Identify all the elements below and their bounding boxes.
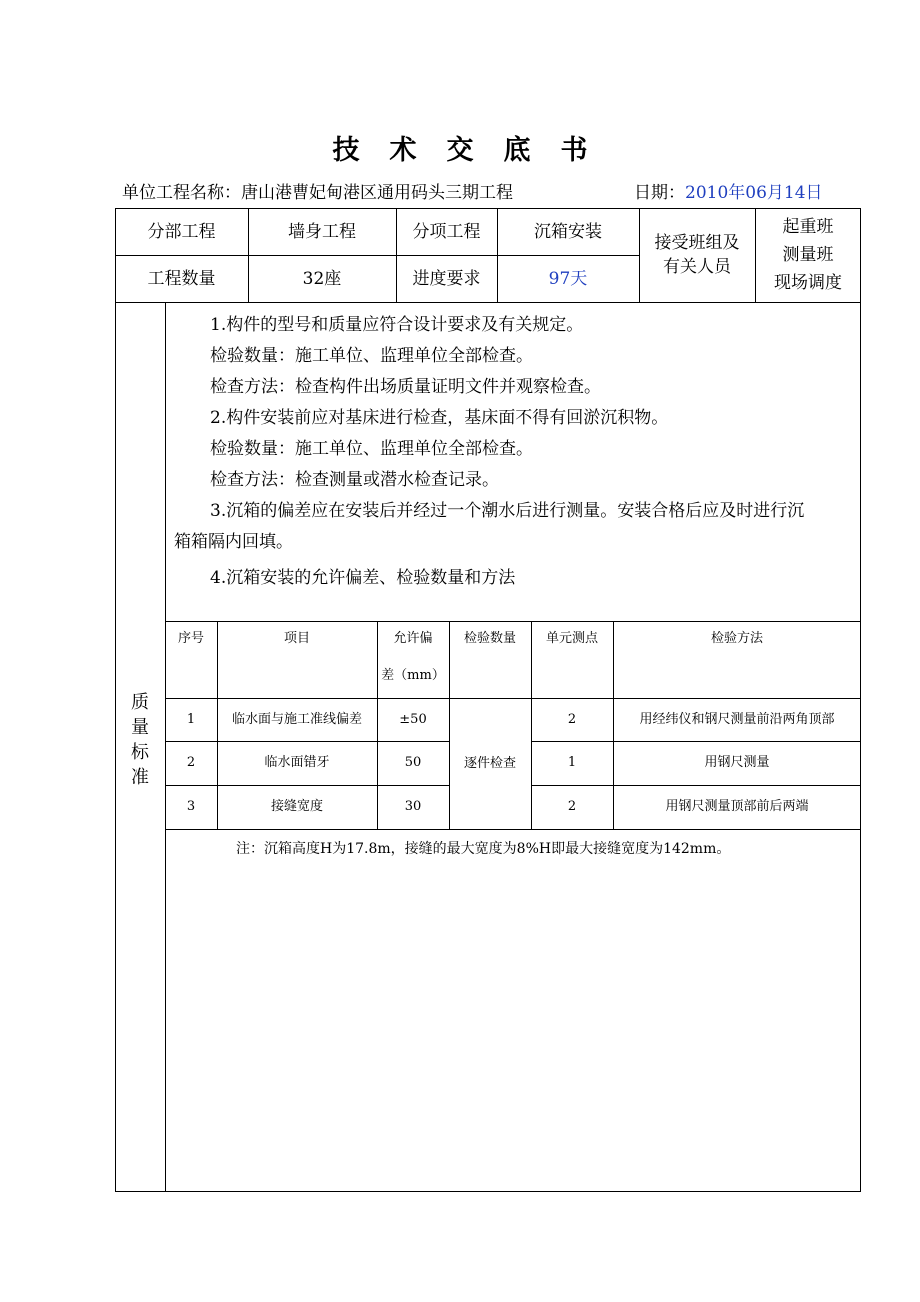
paragraph: 3.沉箱的偏差应在安装后并经过一个潮水后进行测量。安装合格后应及时进行沉 [210, 501, 805, 521]
paragraph: 1.构件的型号和质量应符合设计要求及有关规定。 [210, 315, 584, 335]
table-row-points: 2 [567, 711, 577, 727]
paragraph: 2.构件安装前应对基床进行检查，基床面不得有回淤沉积物。 [210, 408, 669, 428]
table-row-no: 1 [186, 711, 196, 727]
th-points: 单元测点 [545, 631, 598, 646]
table-row-points: 1 [567, 755, 577, 770]
table-row-method: 用经纬仪和钢尺测量前沿两角顶部 [639, 711, 835, 727]
sub-project-value: 墙身工程 [288, 221, 356, 242]
th-tol-2: 差（mm） [381, 668, 445, 683]
table-row-item: 临水面错牙 [264, 755, 330, 770]
paragraph: 检验数量：施工单位、监理单位全部检查。 [210, 439, 533, 459]
date-line [634, 178, 823, 203]
paragraph: 检查方法：检查测量或潜水检查记录。 [210, 470, 499, 490]
table-row-method: 用钢尺测量顶部前后两端 [665, 799, 809, 814]
table-qty-merged: 逐件检查 [463, 755, 516, 771]
paragraph: 检查方法：检查构件出场质量证明文件并观察检查。 [210, 377, 601, 397]
receiver-list [755, 208, 861, 302]
item-project-label: 分项工程 [412, 221, 481, 242]
table-row-tol: 30 [404, 799, 422, 814]
quantity-value: 32座 [302, 268, 342, 289]
date-value: 2010年06月14日 [685, 183, 823, 203]
receiver-item: 现场调度 [774, 273, 842, 293]
table-row-no: 3 [186, 799, 196, 814]
table-row-points: 2 [567, 799, 577, 814]
paragraph: 箱箱隔内回填。 [174, 532, 293, 552]
schedule-label: 进度要求 [412, 268, 481, 289]
th-item: 项目 [283, 631, 310, 646]
sub-project-label: 分部工程 [147, 221, 216, 242]
table-row-no: 2 [186, 755, 196, 770]
th-tol-1: 允许偏 [393, 631, 433, 646]
unit-value: 唐山港曹妃甸港区通用码头三期工程 [241, 183, 513, 203]
receiver-item: 起重班 [782, 217, 834, 237]
table-row-tol: 50 [404, 755, 422, 770]
receiver-item: 测量班 [782, 245, 834, 265]
paragraph: 4.沉箱安装的允许偏差、检验数量和方法 [210, 568, 516, 588]
table-note: 注：沉箱高度H为17.8m，接缝的最大宽度为8%H即最大接缝宽度为142mm。 [236, 841, 731, 857]
th-qty: 检验数量 [463, 631, 516, 646]
table-row-item: 接缝宽度 [270, 799, 323, 814]
unit-project [122, 178, 513, 203]
section-label: 质 量 标 准 [131, 692, 149, 788]
table-row-item: 临水面与施工准线偏差 [231, 711, 362, 727]
th-no: 序号 [177, 631, 204, 646]
receiver-label: 接受班组及 有关人员 [654, 233, 740, 277]
paragraph: 检验数量：施工单位、监理单位全部检查。 [210, 346, 533, 366]
document-title: 技术交底书 [332, 135, 618, 166]
th-method: 检验方法 [710, 631, 763, 646]
unit-label: 单位工程名称： [122, 183, 241, 203]
quantity-label: 工程数量 [147, 268, 216, 289]
item-project-value: 沉箱安装 [534, 221, 602, 242]
date-label: 日期： [634, 183, 685, 203]
table-row-method: 用钢尺测量 [704, 755, 770, 770]
table-row-tol: ±50 [399, 711, 427, 727]
schedule-value: 97天 [548, 268, 588, 289]
